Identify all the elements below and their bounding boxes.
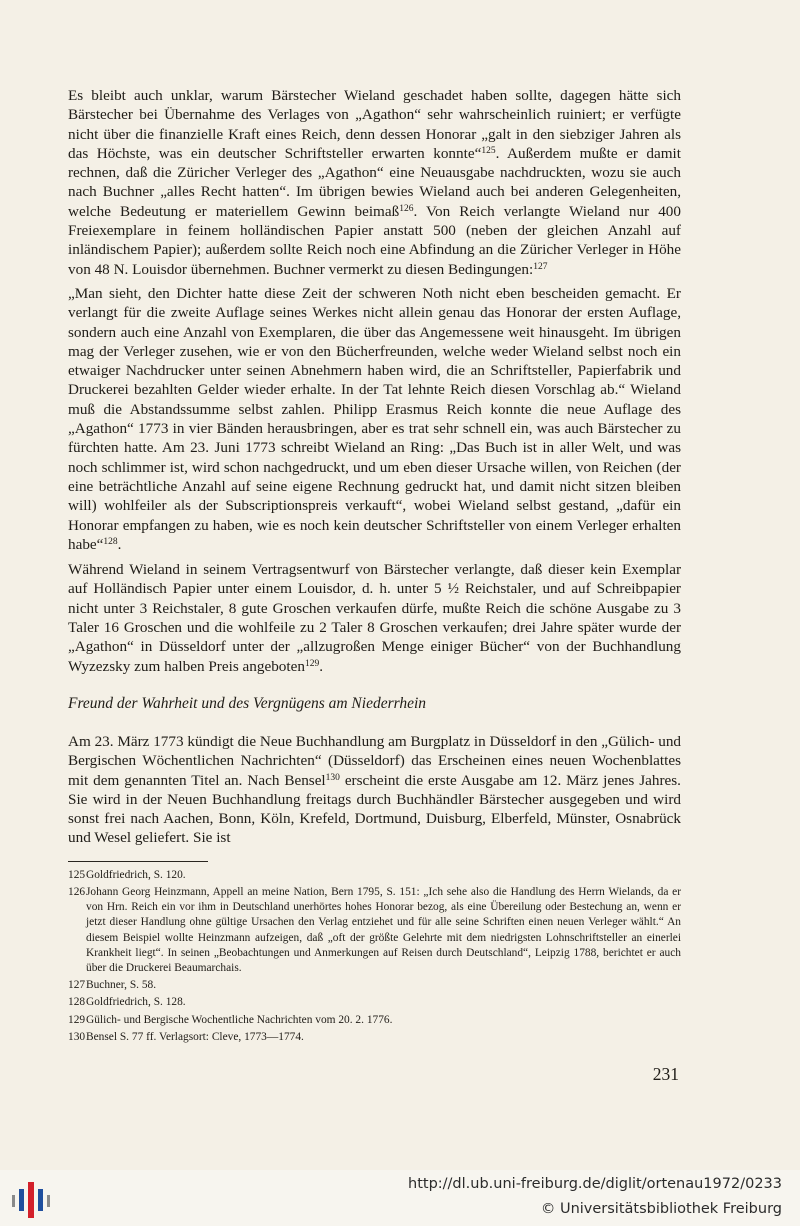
footnotes bbox=[68, 868, 681, 1045]
footnote-text: Buchner, S. 58. bbox=[86, 979, 157, 992]
footnote-ref-128[interactable]: 128 bbox=[103, 536, 118, 547]
footnote-number: 128 bbox=[68, 996, 86, 1009]
footnote-text: Goldfriedrich, S. 120. bbox=[86, 868, 186, 881]
footnote-ref-127[interactable]: 127 bbox=[533, 261, 548, 272]
page-content bbox=[68, 86, 681, 1047]
footnote-text: Gülich- und Bergische Wochentliche Nachrichten vom 20. 2. 1776. bbox=[86, 1013, 393, 1026]
footnote-divider bbox=[68, 861, 208, 862]
section-heading: Freund der Wahrheit und des Vergnügens am Niederrhein bbox=[68, 694, 427, 712]
footnote-number: 126 bbox=[68, 885, 86, 898]
footnote-ref-125[interactable]: 125 bbox=[481, 145, 496, 156]
footnote-ref-129[interactable]: 129 bbox=[304, 658, 320, 669]
footnote-number: 130 bbox=[68, 1030, 86, 1043]
footnote-number: 127 bbox=[68, 979, 86, 992]
footnote-item bbox=[68, 995, 681, 1010]
footnote-item bbox=[68, 868, 681, 883]
body-paragraph-3: Während Wieland in seinem Vertragsentwurf von Bärstecher verlangte, daß dieser kein Exemplar auf Holländisch Papier unter einem Louisdor, d. h. unter 5 ½ Reichstaler, und auf Schreibpapier nicht unter 3 Reichstaler, 8 gute Groschen verkaufen dürfe, mußte Reich die schöne Ausgabe zu 3 Taler 16 Groschen und die wohlfeile zu 2 Taler 8 Groschen verkaufen; drei Jahre später wurde der „Agathon“ in Düsseldorf unter der „allzugroßen Menge einiger Bücher“ von der Buchhandlung Wyzezsky zum halben Preis angeboten$^{129}$. bbox=[68, 561, 681, 675]
body-paragraph-4: Am 23. März 1773 kündigt die Neue Buchhandlung am Burgplatz in Düsseldorf in den „Gülich- und Bergischen Wöchentlichen Nachrichten“ (Düsseldorf) das Erscheinen eines neuen Wochenblattes mit dem genannten Titel an. Nach Bensel$^{130}$ erscheint die erste Ausgabe am 12. März jenes Jahres. Sie wird in der Neuen Buchhandlung freitags durch Buchhändler Bärstecher ausgegeben und wird sonst frei nach Aachen, Bonn, Köln, Krefeld, Dortmund, Duisburg, Elberfeld, Münster, Osnabrück und Wesel geliefert. Sie ist bbox=[68, 732, 682, 847]
footnote-text: Johann Georg Heinzmann, Appell an meine Nation, Bern 1795, S. 151: „Ich sehe also die Handlung des Herrn Wielands, da er von Hrn. Reich ein vor ihm in Deutschland unerhörtes hohes Honorar bezog, als eine Übereilung oder Bestechung an, wenn er jetzt dieser Handlung ohne gültige Ursachen den Verlag entziehet und für alle seine Schriften einen neuen Verleger wählt.“ An diesem Beispiel wollte Heinzmann aufzeigen, daß „oft der größte Gelehrte mit dem niedrigsten Lohnschriftsteller an einerlei Krankheit liegt“. In seinen „Beobachtungen und Anmerkungen auf Reisen durch Deutschland“, Leipzig 1788, berichtet er auch über die Druckerei Beaumarchais. bbox=[86, 885, 681, 974]
body-paragraph-2: „Man sieht, den Dichter hatte diese Zeit der schweren Noth nicht eben bescheiden gemacht. Er verlangt für die zweite Auflage seines Werkes nicht allein genau das Honorar der ersten Auflage, sondern auch eine Anzahl von Exemplaren, die über das Angemessene weit hinausgeht. Im übrigen mag der Verleger zusehen, wie er von den Bücherfreunden, welche weder Wieland selbst noch ein etwaiger Nachdrucker unter seinen Abnehmern haben wird, die an Schriftsteller, Papierfabrik und Druckerei bezahlten Gelder wieder erhalte. In der Tat lehnte Reich diesen Vorschlag ab.“ Wieland muß die Abstandssumme selbst zahlen. Philipp Erasmus Reich konnte die neue Auflage des „Agathon“ 1773 in vier Bänden herausbringen, aber es trat sehr schnell ein, was auch Bärstecher zu fürchten hatte. Am 23. Juni 1773 schreibt Wieland an Ring: „Das Buch ist in aller Welt, und was noch schlimmer ist, wird schon nachgedruckt, und um eben dieser Ursache willen, von Reichen (der eine beträchtliche Anzahl auf seine eigene Rechnung gedruckt hat, und damit nicht sitzen bleiben will) wohlfeiler als der Subscriptionspreis verkauft“, wobei Wieland selbst gestand, „dafür ein Honorar empfangen zu haben, wie es noch kein deutscher Schriftsteller von einem Verleger erhalten habe“$^{128}$. bbox=[68, 284, 681, 553]
footnote-number: 125 bbox=[68, 868, 86, 881]
footnote-item bbox=[68, 978, 681, 993]
footnote-ref-130[interactable]: 130 bbox=[325, 772, 340, 783]
footnote-ref-126[interactable]: 126 bbox=[399, 203, 414, 214]
permalink-url[interactable]: http://dl.ub.uni-freiburg.de/diglit/ortenau1972/0233 bbox=[408, 1176, 782, 1192]
footnote-text: Bensel S. 77 ff. Verlagsort: Cleve, 1773—1774. bbox=[86, 1030, 304, 1043]
footnote-item bbox=[68, 885, 681, 976]
library-footer bbox=[0, 1170, 800, 1226]
footnote-item bbox=[68, 1030, 681, 1045]
body-paragraph-1: Es bleibt auch unklar, warum Bärstecher Wieland geschadet haben sollte, dagegen hätte sich Bärstecher bei Übernahme des Verlages von „Agathon“ sehr wahrscheinlich ruiniert; er verfügte nicht über die finanzielle Kraft eines Reich, denn dessen Honorar „galt in den siebziger Jahren als das Höchste, was ein deutscher Schriftsteller erwarten konnte“$^{125}$. Außerdem mußte er damit rechnen, daß die Züricher Verleger des „Agathon“ eine Neuausgabe nachdruckten, wozu sie auch nach Buchner „alles Recht hatten“. Im übrigen bewies Wieland auch bei anderen Gelegenheiten, welche Bedeutung er materiellem Gewinn beimaß$^{126}$. Von Reich verlangte Wieland nur 400 Freiexemplare in feinem holländischen Papier anstatt 500 (neben der gleichen Anzahl auf inländischem Papier); außerdem sollte Reich noch eine Abfindung an die Züricher Verleger in Höhe von 48 N. Louisdor übernehmen. Buchner vermerkt zu diesen Bedingungen:$^{127}$ bbox=[68, 87, 681, 278]
copyright-notice: © Universitätsbibliothek Freiburg bbox=[540, 1201, 782, 1217]
footnote-text: Goldfriedrich, S. 128. bbox=[86, 996, 186, 1009]
ub-freiburg-logo-icon[interactable] bbox=[10, 1178, 52, 1222]
page-number: 231 bbox=[652, 1064, 679, 1084]
footnote-item bbox=[68, 1013, 681, 1028]
footnote-number: 129 bbox=[68, 1013, 86, 1026]
